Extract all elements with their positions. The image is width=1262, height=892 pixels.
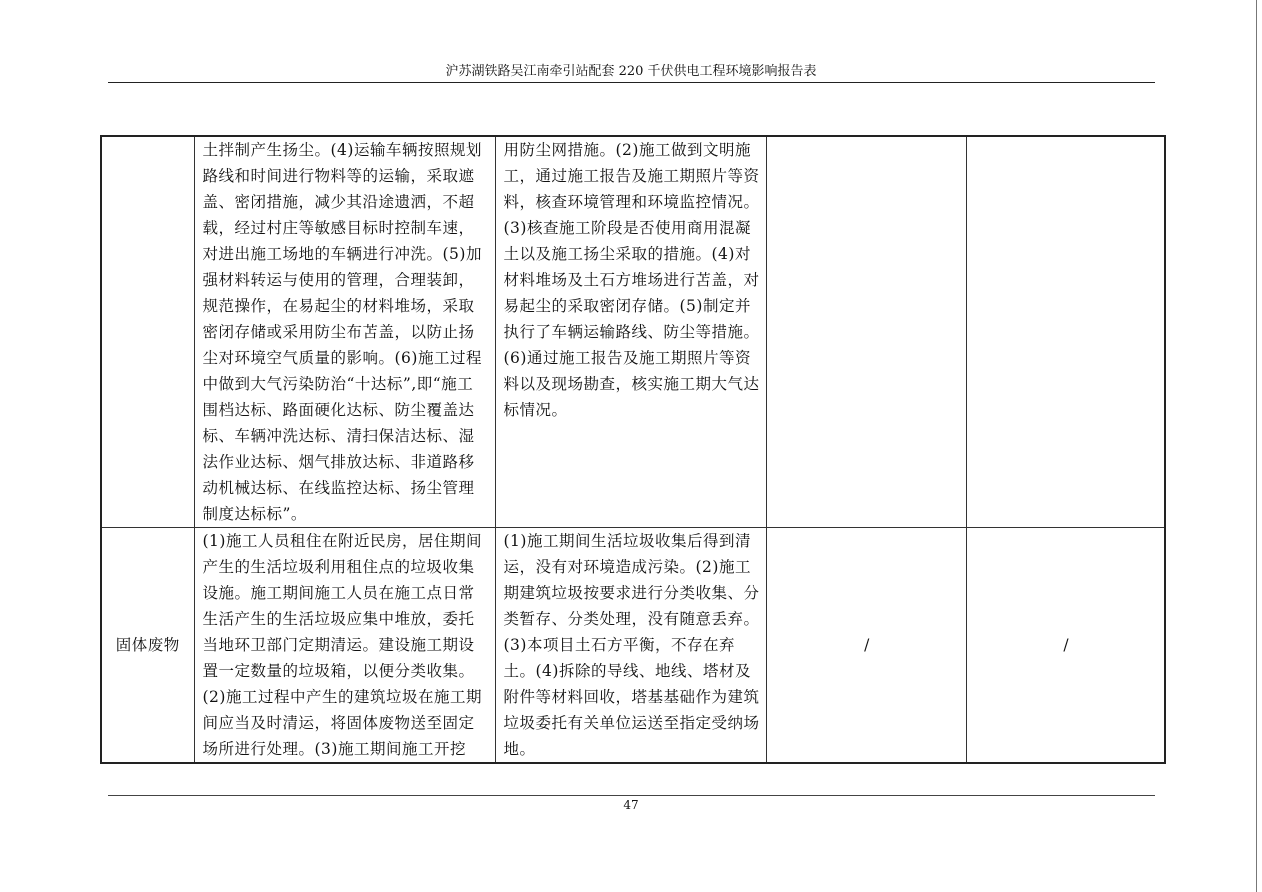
implementation-cell: (1)施工期间生活垃圾收集后得到清运，没有对环境造成污染。(2)施工期建筑垃圾按要求进行分类收集、分类暂存、分类处理，没有随意丢弃。(3)本项目土石方平衡，不存在弃土。(4)拆除的导线、地线、塔材及附件等材料回收，塔基基础作为建筑垃圾委托有关单位运送至指定受纳场地。	[495, 528, 766, 764]
document-header-title: 沪苏湖铁路吴江南牵引站配套 220 千伏供电工程环境影响报告表	[445, 64, 817, 79]
header-divider	[108, 82, 1155, 83]
measures-cell: 土拌制产生扬尘。(4)运输车辆按照规划路线和时间进行物料等的运输，采取遮盖、密闭措施，减少其沿途遗洒，不超载，经过村庄等敏感目标时控制车速，对进出施工场地的车辆进行冲洗。(5)加强材料转运与使用的管理，合理装卸，规范操作，在易起尘的材料堆场，采取密闭存储或采用防尘布苫盖，以防止扬尘对环境空气质量的影响。(6)施工过程中做到大气污染防治“十达标”,即“施工围档达标、路面硬化达标、防尘覆盖达标、车辆冲洗达标、清扫保洁达标、湿法作业达标、烟气排放达标、非道路移动机械达标、在线监控达标、扬尘管理制度达标标”。	[194, 136, 495, 528]
table-row	[101, 528, 1165, 764]
category-cell	[101, 136, 194, 528]
page-edge-line	[1256, 0, 1257, 892]
empty-cell	[966, 136, 1165, 528]
environmental-measures-table	[100, 135, 1166, 764]
footer-divider	[108, 795, 1155, 796]
table-row	[101, 136, 1165, 528]
empty-cell	[766, 136, 966, 528]
slash-cell: /	[966, 528, 1165, 764]
implementation-cell: 用防尘网措施。(2)施工做到文明施工，通过施工报告及施工期照片等资料，核查环境管理和环境监控情况。(3)核查施工阶段是否使用商用混凝土以及施工扬尘采取的措施。(4)对材料堆场及土石方堆场进行苫盖，对易起尘的采取密闭存储。(5)制定并执行了车辆运输路线、防尘等措施。(6)通过施工报告及施工期照片等资料以及现场勘查，核实施工期大气达标情况。	[495, 136, 766, 528]
page-number: 47	[623, 798, 639, 812]
slash-cell: /	[766, 528, 966, 764]
category-cell: 固体废物	[101, 528, 194, 764]
measures-cell: (1)施工人员租住在附近民房，居住期间产生的生活垃圾利用租住点的垃圾收集设施。施工期间施工人员在施工点日常生活产生的生活垃圾应集中堆放，委托当地环卫部门定期清运。建设施工期设置一定数量的垃圾箱，以便分类收集。(2)施工过程中产生的建筑垃圾在施工期间应当及时清运，将固体废物送至固定场所进行处理。(3)施工期间施工开挖	[194, 528, 495, 764]
